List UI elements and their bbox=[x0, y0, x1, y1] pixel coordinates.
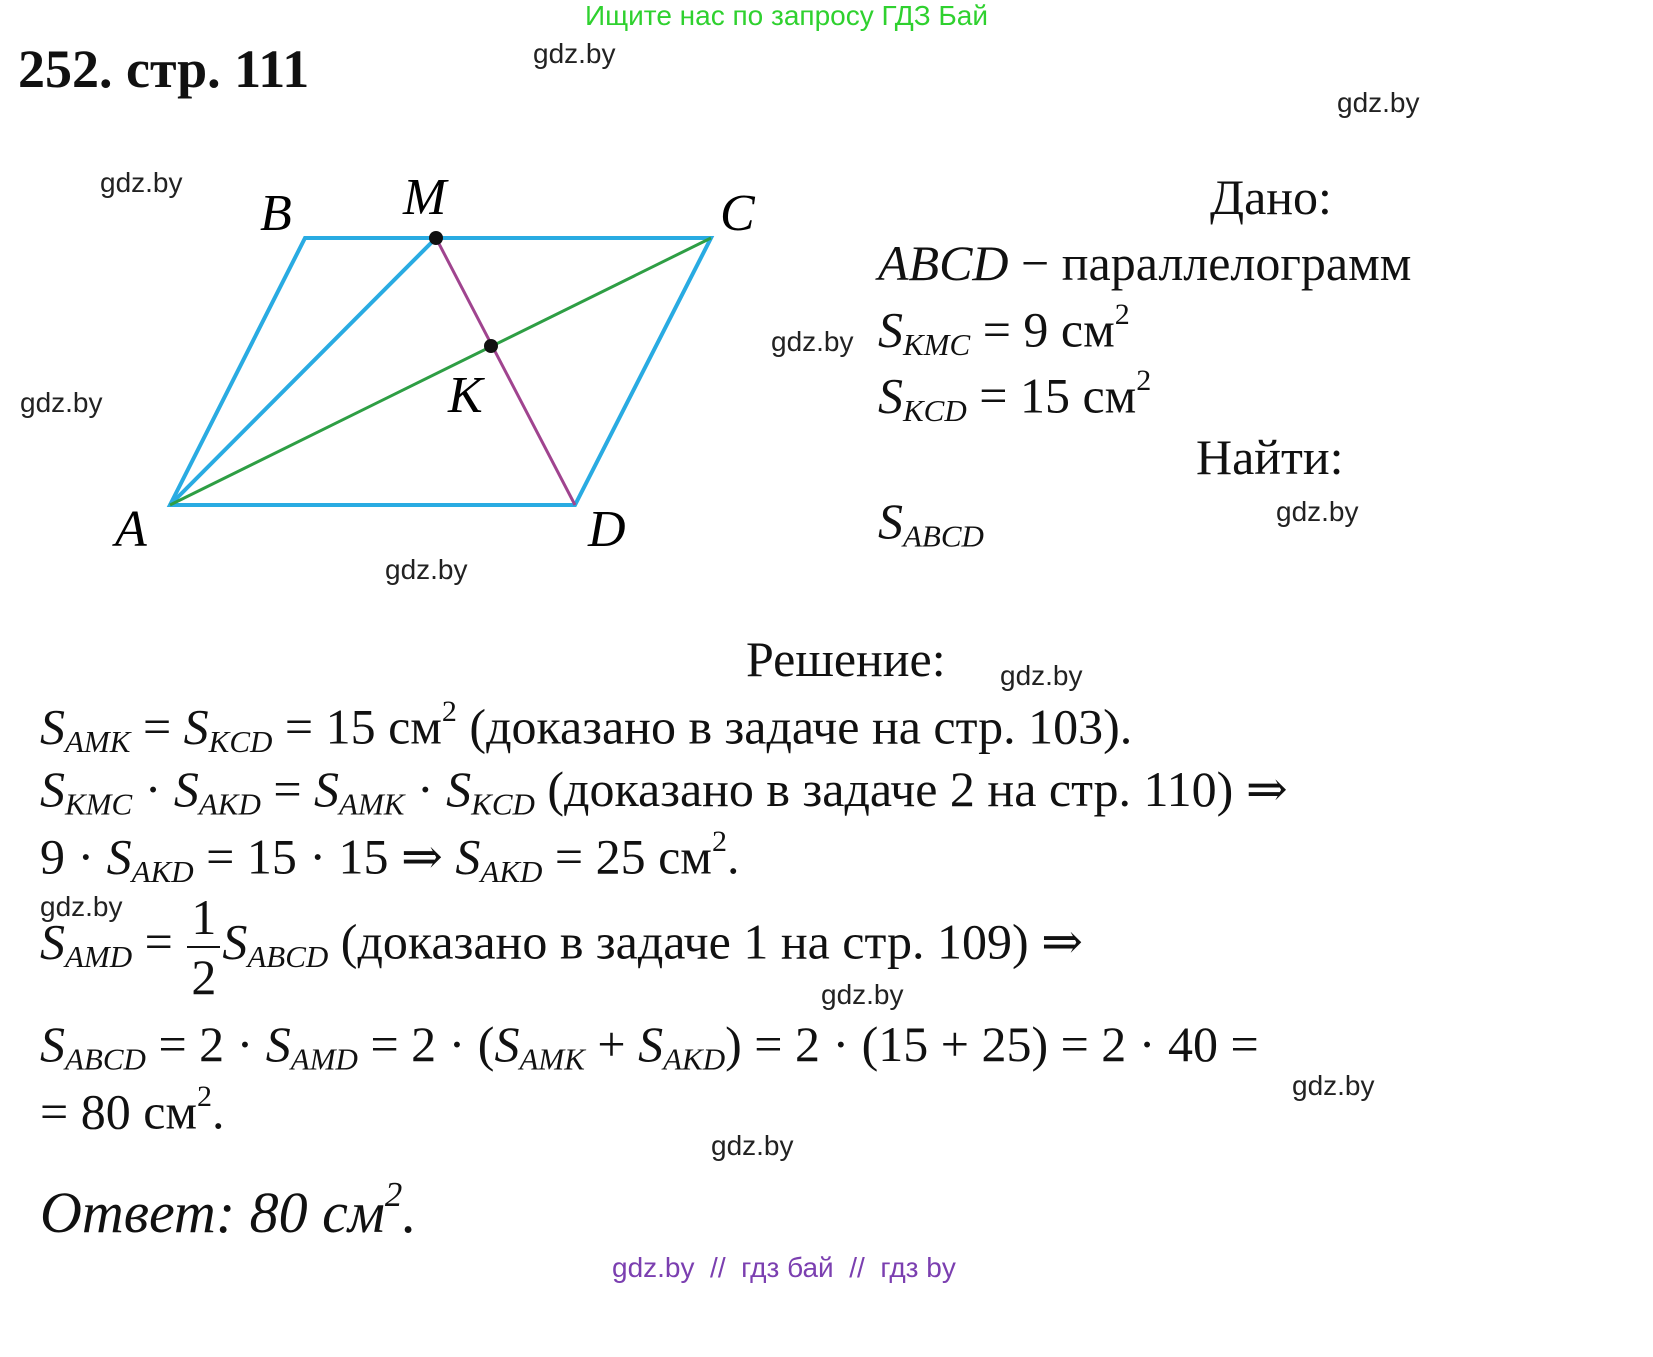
point-m-dot bbox=[429, 231, 443, 245]
note: (доказано в задаче 2 на стр. 110) ⇒ bbox=[534, 761, 1288, 817]
area-symbol: S bbox=[40, 913, 65, 970]
solution-line-3 bbox=[40, 825, 739, 890]
solution-line-4 bbox=[40, 889, 1083, 1005]
solution-line-1 bbox=[40, 695, 1132, 760]
solution-line-6 bbox=[40, 1080, 225, 1141]
given-text: параллелограмм bbox=[1061, 235, 1412, 291]
area-subscript: AMD bbox=[65, 939, 133, 975]
unit-exponent: 2 bbox=[441, 695, 457, 728]
solution-line-2 bbox=[40, 760, 1288, 823]
value: = 15 см bbox=[272, 698, 442, 755]
given-title: Дано: bbox=[1210, 169, 1332, 225]
area-subscript: AMK bbox=[339, 786, 405, 822]
area-symbol: S bbox=[494, 1016, 520, 1072]
area-symbol: S bbox=[40, 1016, 65, 1072]
area-subscript: AMK bbox=[519, 1041, 585, 1077]
value: 9 · bbox=[40, 828, 107, 885]
watermark: gdz.by bbox=[1337, 87, 1420, 118]
watermark: gdz.by bbox=[385, 554, 468, 585]
answer bbox=[40, 1175, 417, 1246]
given-object: ABCD bbox=[878, 235, 1009, 291]
given-value: = 9 см bbox=[970, 301, 1115, 358]
operator: · bbox=[132, 761, 174, 817]
unit-exponent: 2 bbox=[1114, 298, 1130, 331]
area-symbol: S bbox=[222, 913, 248, 970]
area-symbol: S bbox=[455, 828, 481, 885]
area-subscript: AMK bbox=[65, 724, 131, 760]
period: . bbox=[726, 828, 740, 885]
area-symbol: S bbox=[40, 698, 65, 755]
operator: · bbox=[404, 761, 447, 817]
area-symbol: S bbox=[106, 828, 132, 885]
watermark: gdz.by bbox=[40, 891, 123, 922]
watermark: gdz.by bbox=[821, 979, 904, 1010]
find-value bbox=[878, 492, 984, 555]
value: ) = 2 · (15 + 25) = 2 · 40 = bbox=[725, 1016, 1259, 1072]
area-symbol: S bbox=[40, 761, 65, 817]
period: . bbox=[212, 1083, 225, 1140]
watermark: gdz.by bbox=[20, 387, 103, 418]
area-subscript: AKD bbox=[198, 786, 261, 822]
fraction-denominator: 2 bbox=[191, 949, 217, 1005]
label-b: B bbox=[260, 185, 292, 242]
value: = 80 см bbox=[40, 1083, 198, 1140]
area-symbol: S bbox=[638, 1016, 664, 1072]
label-a: A bbox=[115, 501, 147, 558]
fraction-numerator: 1 bbox=[187, 892, 220, 948]
fraction-one-half bbox=[187, 889, 220, 1005]
unit-exponent: 2 bbox=[197, 1080, 213, 1113]
area-symbol: S bbox=[878, 301, 903, 358]
given-line-3 bbox=[878, 364, 1151, 429]
area-symbol: S bbox=[183, 698, 209, 755]
area-symbol: S bbox=[446, 761, 472, 817]
search-banner: Ищите нас по запросу ГДЗ Бай bbox=[585, 0, 989, 31]
watermark: gdz.by bbox=[100, 167, 183, 198]
area-symbol: S bbox=[878, 367, 903, 424]
area-symbol: S bbox=[878, 493, 903, 549]
value: = 2 · bbox=[145, 1016, 266, 1072]
area-subscript: KMC bbox=[65, 786, 133, 822]
area-symbol: S bbox=[314, 761, 340, 817]
label-k: K bbox=[448, 367, 483, 424]
unit-exponent: 2 bbox=[384, 1175, 403, 1214]
given-line-1 bbox=[878, 234, 1411, 292]
area-subscript: AKD bbox=[663, 1041, 726, 1077]
problem-heading: 252. стр. 111 bbox=[18, 39, 310, 99]
label-m: M bbox=[403, 169, 447, 226]
given-value: = 15 см bbox=[966, 367, 1137, 424]
footer-links: gdz.by // гдз бай // гдз by bbox=[612, 1252, 956, 1283]
given-line-2 bbox=[878, 298, 1130, 363]
find-title: Найти: bbox=[1196, 429, 1344, 485]
label-c: C bbox=[720, 185, 755, 242]
operator: = bbox=[130, 698, 184, 755]
point-k-dot bbox=[484, 339, 498, 353]
area-subscript: AKD bbox=[131, 854, 194, 890]
area-subscript: KCD bbox=[208, 724, 273, 760]
operator: = bbox=[260, 761, 315, 817]
given-dash: − bbox=[1008, 235, 1062, 291]
note: (доказано в задаче на стр. 103). bbox=[456, 698, 1133, 755]
area-symbol: S bbox=[173, 761, 199, 817]
period: . bbox=[402, 1180, 417, 1246]
area-subscript: ABCD bbox=[903, 518, 984, 554]
area-subscript: KMC bbox=[903, 327, 971, 363]
area-subscript: AMD bbox=[290, 1041, 358, 1077]
segment-am bbox=[170, 238, 436, 505]
watermark: gdz.by bbox=[533, 38, 616, 69]
diagonal-ac bbox=[170, 238, 711, 505]
area-subscript: KCD bbox=[903, 393, 967, 429]
operator: + bbox=[584, 1016, 639, 1072]
operator: = bbox=[132, 913, 186, 970]
solution-title: Решение: bbox=[746, 631, 946, 687]
watermark: gdz.by bbox=[1276, 496, 1359, 527]
note: (доказано в задаче 1 на стр. 109) ⇒ bbox=[328, 913, 1083, 970]
value: = 15 · 15 ⇒ bbox=[193, 828, 456, 885]
watermark: gdz.by bbox=[711, 1130, 794, 1161]
unit-exponent: 2 bbox=[1136, 364, 1152, 397]
value: = 2 · ( bbox=[357, 1016, 495, 1072]
value: = 25 см bbox=[542, 828, 712, 885]
watermark: gdz.by bbox=[1292, 1070, 1375, 1101]
solution-line-5 bbox=[40, 1015, 1259, 1078]
area-subscript: ABCD bbox=[247, 939, 329, 975]
label-d: D bbox=[588, 501, 626, 558]
answer-text: Ответ: 80 см bbox=[40, 1180, 385, 1246]
area-subscript: AKD bbox=[480, 854, 543, 890]
watermark: gdz.by bbox=[1000, 660, 1083, 691]
area-subscript: ABCD bbox=[65, 1041, 146, 1077]
unit-exponent: 2 bbox=[711, 825, 727, 858]
area-subscript: KCD bbox=[471, 786, 535, 822]
parallelogram-figure bbox=[0, 0, 800, 600]
watermark: gdz.by bbox=[771, 326, 854, 357]
area-symbol: S bbox=[265, 1016, 291, 1072]
